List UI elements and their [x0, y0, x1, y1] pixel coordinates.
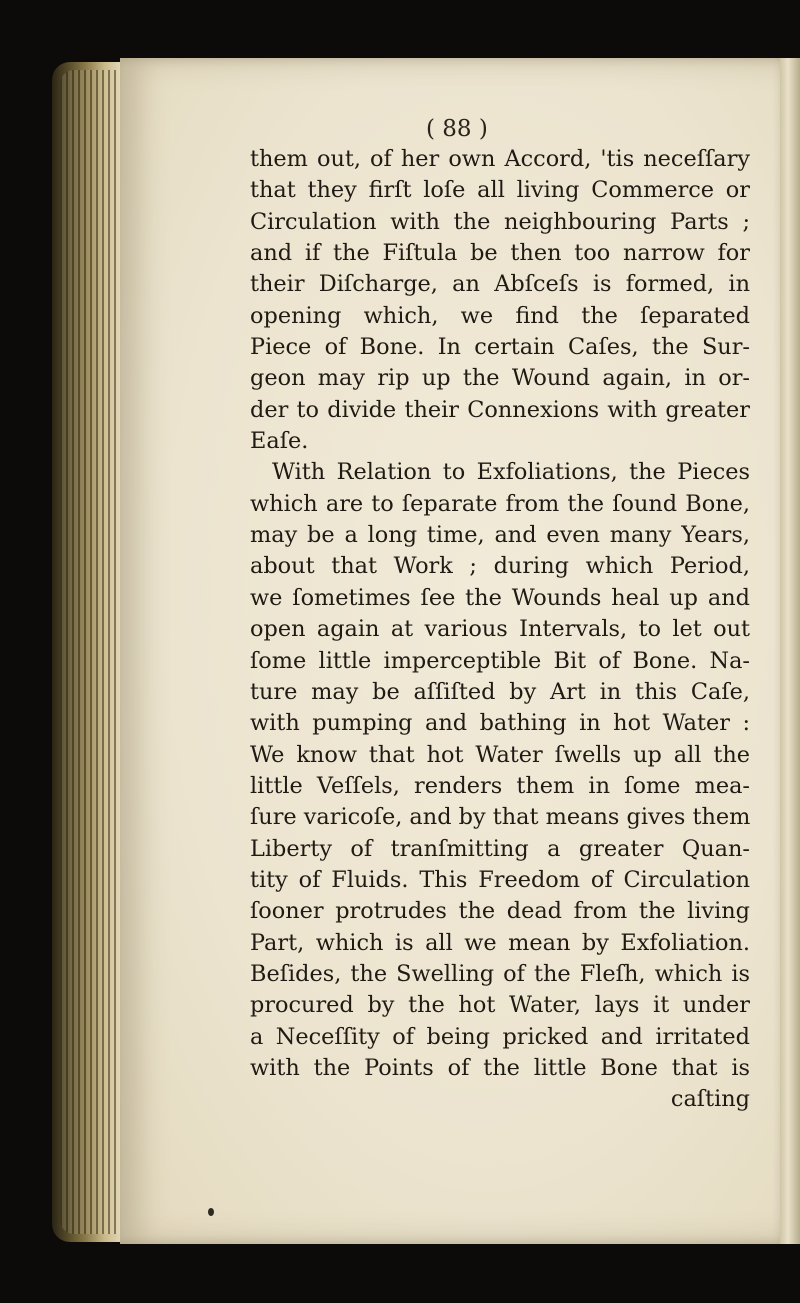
page-right-edge [780, 58, 800, 1244]
text-line: open again at various Intervals, to let out [250, 616, 750, 643]
text-line: that they firſt loſe all living Commerce or [250, 177, 750, 204]
text-line: Piece of Bone. In certain Caſes, the Sur- [250, 334, 750, 361]
page-text [250, 144, 750, 1116]
text-line: Circulation with the neighbouring Parts ; [250, 208, 750, 235]
text-line: Part, which is all we mean by Exfoliation. [250, 929, 750, 956]
text-line: geon may rip up the Wound again, in or- [250, 365, 750, 392]
text-line: which are to ſeparate from the ſound Bone, [250, 490, 750, 517]
page-number: ( 88 ) [426, 116, 488, 142]
text-line: with pumping and bathing in hot Water : [250, 710, 750, 737]
text-line: der to divide their Connexions with greater [250, 396, 750, 423]
text-line: with the Points of the little Bone that is [250, 1054, 750, 1081]
text-line: ture may be aſſiſted by Art in this Caſe, [250, 678, 750, 705]
text-line: Liberty of tranſmitting a greater Quan- [250, 835, 750, 862]
text-line: ſome little imperceptible Bit of Bone. Na- [250, 647, 750, 674]
text-line: about that Work ; during which Period, [250, 553, 750, 580]
text-line: their Diſcharge, an Abſceſs is formed, in [250, 271, 750, 298]
text-line: a Neceſſity of being pricked and irritated [250, 1023, 750, 1050]
text-line: and if the Fiſtula be then too narrow for [250, 240, 750, 267]
text-line: little Veſſels, renders them in ſome mea- [250, 772, 750, 799]
text-line: tity of Fluids. This Freedom of Circulation [250, 866, 750, 893]
text-line: them out, of her own Accord, 'tis neceſſary [250, 146, 750, 172]
text-line: We know that hot Water ſwells up all the [250, 741, 750, 768]
ink-speck [208, 1208, 214, 1216]
text-line: procured by the hot Water, lays it under [250, 992, 750, 1019]
text-line: Beſides, the Swelling of the Fleſh, which is [250, 960, 750, 987]
text-line: ſooner protrudes the dead from the living [250, 898, 750, 925]
text-line: With Relation to Exfoliations, the Pieces [272, 459, 750, 486]
text-line: may be a long time, and even many Years, [250, 522, 750, 549]
text-line: Eaſe. [250, 428, 309, 455]
text-line: opening which, we find the ſeparated [250, 302, 750, 329]
text-line: ſure varicoſe, and by that means gives them [250, 804, 750, 831]
catchword: caſting [670, 1086, 750, 1113]
text-line: we ſometimes ſee the Wounds heal up and [250, 584, 750, 611]
